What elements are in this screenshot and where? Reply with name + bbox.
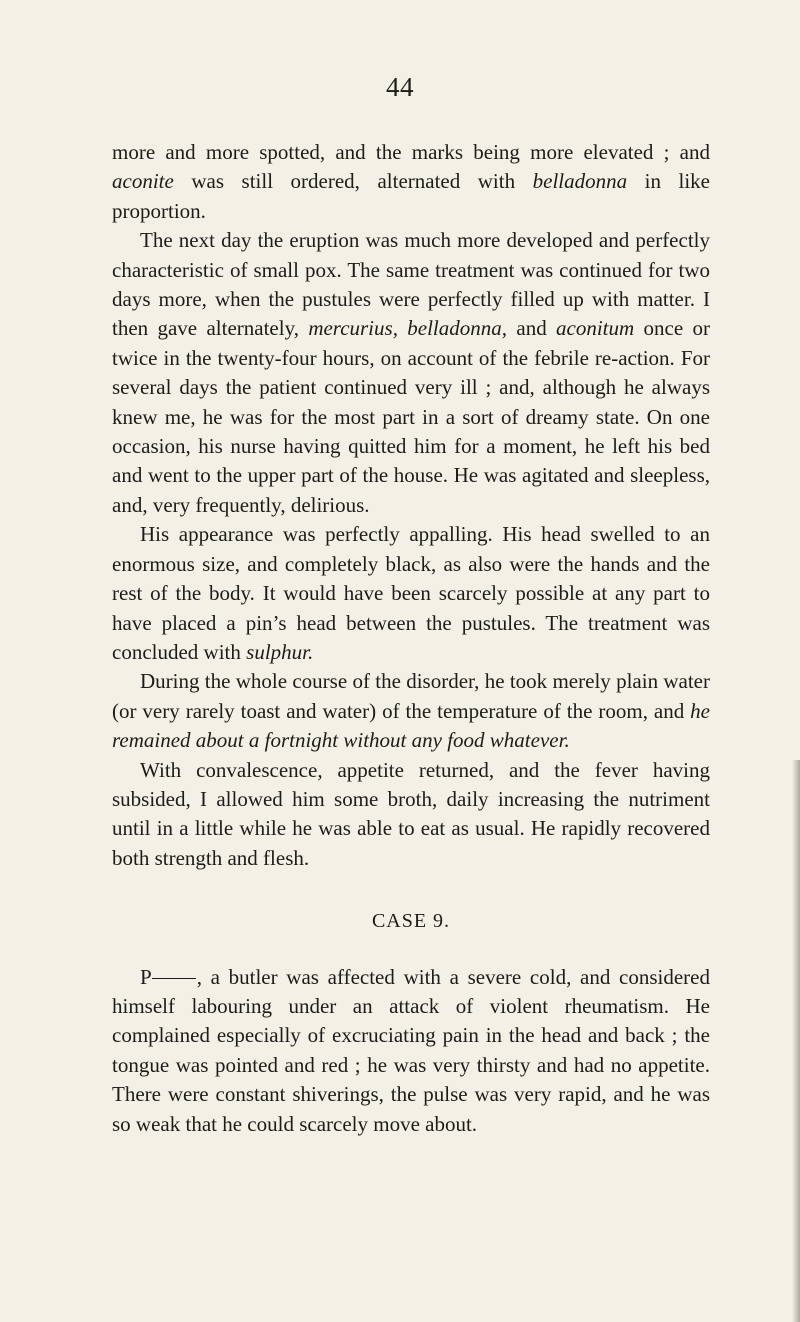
page-number: 44 (386, 72, 414, 102)
case-initial: P (140, 964, 152, 989)
paragraph-p5 (112, 756, 710, 874)
case-heading: CASE 9. (371, 910, 451, 933)
italic-term: belladonna (532, 169, 628, 194)
paragraph-p2 (112, 226, 710, 520)
paragraph-p1 (112, 138, 710, 226)
case-paragraph-text (112, 965, 710, 1136)
italic-term: aconitum (556, 316, 635, 341)
italic-term: he remained about a fortnight without any food whatever. (112, 698, 710, 753)
name-dash (152, 978, 196, 979)
text-run: was still ordered, alternated with (173, 169, 533, 194)
text-run: With convalescence, appetite returned, and the fever having subsided, I allowed him some broth, daily increasing the nutriment until in a little while he was able to eat as usual. He rapidly recovered both strength and flesh. (112, 757, 710, 870)
text-run: once or twice in the twenty-four hours, on account of the febrile re-action. For several days the patient continued very ill ; and, although he always knew me, he was for the most part in a sort of dreamy state. On one occasion, his nurse having quitted him for a moment, he left his bed and went to the upper part of the house. He was agitated and sleepless, and, very frequently, delirious. (112, 316, 710, 517)
paragraph-p4 (112, 667, 710, 755)
paragraphs (112, 138, 710, 873)
case-paragraph (112, 963, 710, 1139)
text-run: During the whole course of the disorder, he took merely plain water (or very rarely toast and water) of the temperature of the room, and (112, 669, 710, 723)
text-run: The next day the eruption was much more developed and perfectly characteristic of small pox. The same treatment was continued for two days more, when the pustules were perfectly filled up with matter. I then gave alternately, (112, 228, 710, 341)
text-run: His appearance was perfectly appalling. His head swelled to an enormous size, and completely black, as also were the hands and the rest of the body. It would have been scarcely possible at any part to have placed a pin’s head between the pustules. The treatment was concluded with (112, 522, 710, 664)
page-edge-shadow (792, 760, 800, 1322)
page-body (112, 138, 710, 1139)
text-run: , a butler was affected with a severe cold, and considered himself labouring under an attack of violent rheumatism. He complained especially of excruciating pain in the head and back ; the tongue was pointed and red ; he was very thirsty and had no appetite. There were constant shiverings, the pulse was very rapid, and he was so weak that he could scarcely move about. (112, 964, 710, 1136)
italic-term: sulphur. (246, 639, 314, 664)
paragraph-p3 (112, 520, 710, 667)
text-run: more and more spotted, and the marks being more elevated ; and (112, 140, 710, 164)
text-run: in like proportion. (112, 169, 710, 223)
italic-term: mercurius, belladonna, (308, 316, 508, 341)
italic-term: aconite (112, 169, 174, 194)
text-run: and (507, 316, 557, 341)
